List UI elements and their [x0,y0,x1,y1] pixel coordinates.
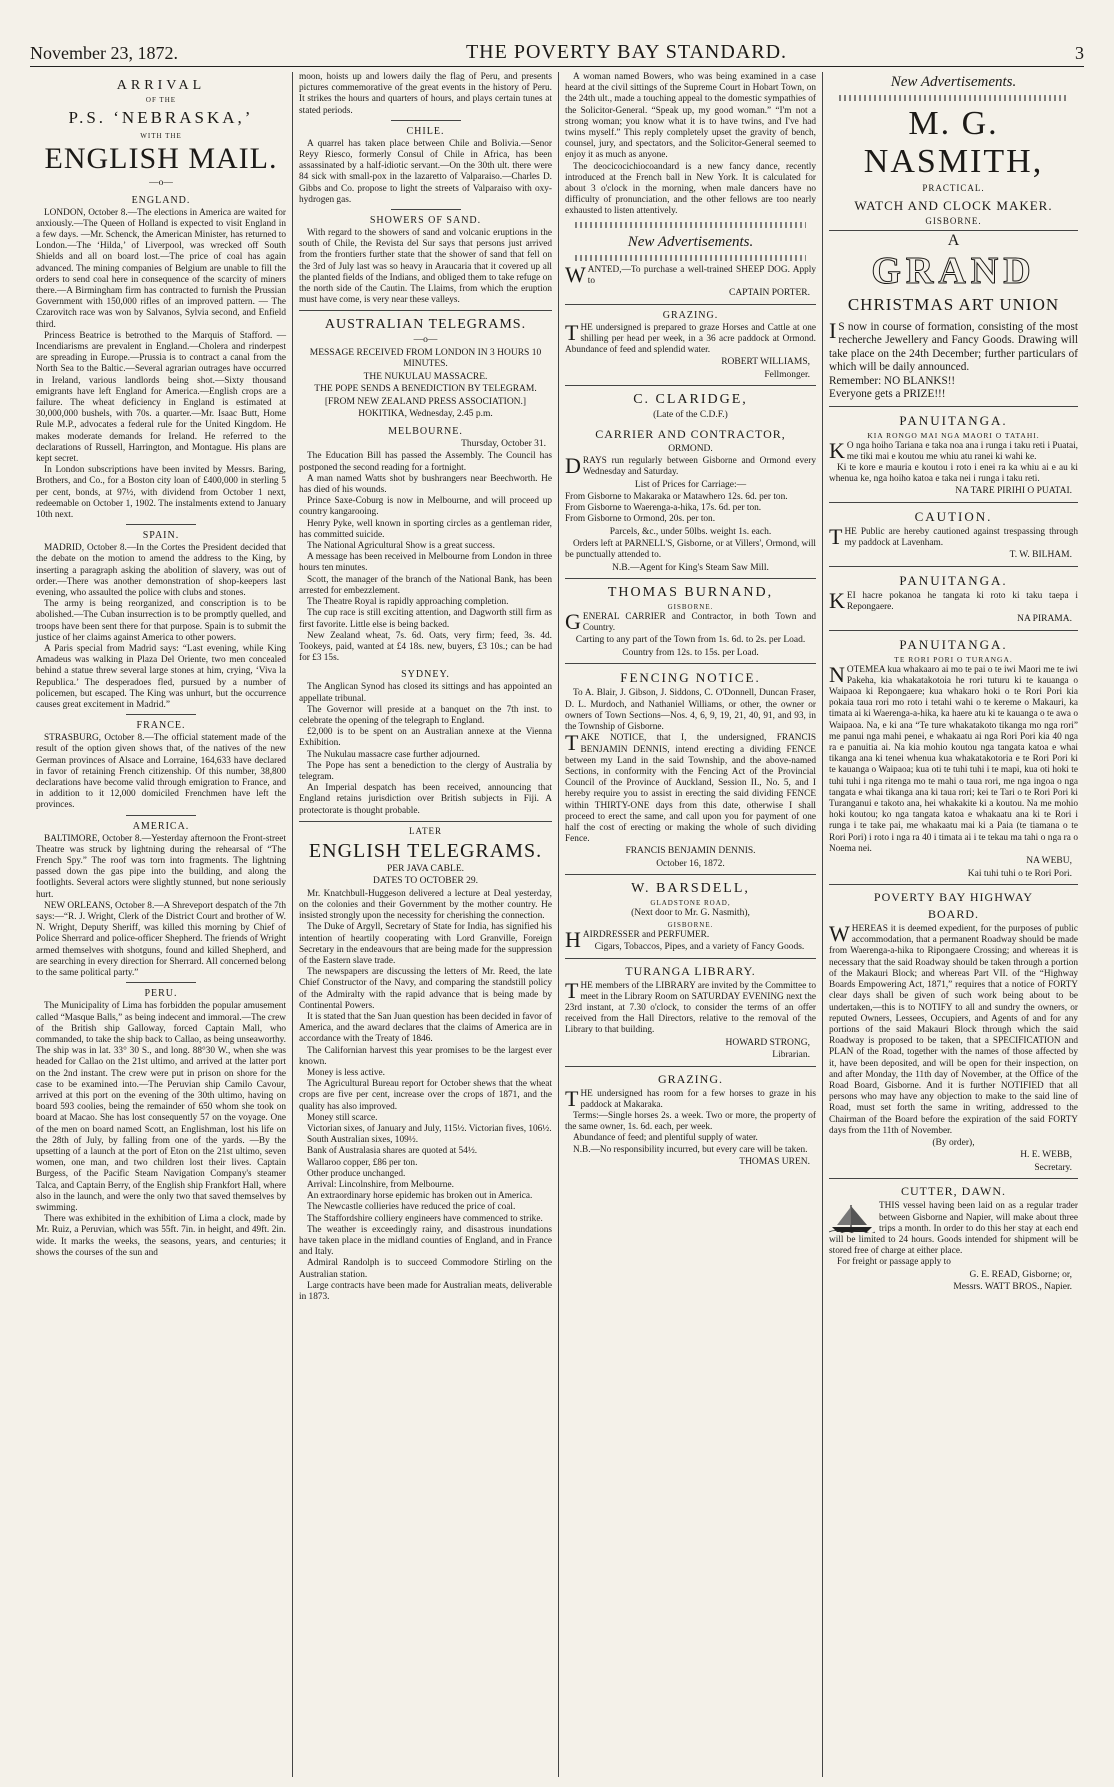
melbourne-item: The National Agricultural Show is a great success. [307,541,495,552]
ship-icon [829,1203,875,1233]
cutter-signature: G. E. READ, Gisborne; or, [969,1269,1072,1280]
column-1 [30,72,292,1777]
caution-text: THE Public are hereby cautioned against trespassing through my paddock at Lavenham. [829,523,1078,549]
divider [829,630,1078,631]
claridge-trade: CARRIER AND CONTRACTOR, [595,426,786,441]
divider [126,524,196,525]
claridge-price: From Gisborne to Ormond, 20s. per ton. [565,514,716,525]
melbourne-heading: MELBOURNE. [388,425,463,437]
england-paragraph: Princess Beatrice is betrothed to the Marquis of Stafford. — Incendiarisms are prevalent in England.—Cholera and rinderpest are spreading in Europe.—Prussia is to contract a canal from the North Sea to the Baltic.—Several agrarian outrages have occurred in Ireland, various landlords being shot.—Sixty thousand emigrants have left England for America.—English crops are a failure. The wheat deficiency in England is estimated at 30,000,000 bushels, with 70s. a quarter.—Mr. Isaac Butt, Home Rule M.P., advocates a federal rule for the United Kingdom. He makes moderate demands for Ireland. He referred to the declarations of Russell, Harrington, and Montague. His plans are kept secret. [36,330,286,464]
dateline: HOKITIKA, Wednesday, 2.45 p.m. [358,409,493,420]
sand-paragraph: With regard to the showers of sand and volcanic eruptions in the south of Chile, the Revista del Sur says that persons just arrived from the frontiers further state that the shower of sand that fell on the 3rd of July last was so heavy in Araucaria that it covered up all the planted fields of the Indians, and obliged them to take refuge on the north side of the Cautin. The Llaims, from which the eruption must have come, is very near these valleys. [299,228,552,306]
spain-paragraph: A Paris special from Madrid says: “Last evening, while King Amadeus was walking in Plaza Del Oriente, two men concealed behind a statue threw several large stones at him, crying, ‘Viva la Republica.’ The desperadoes fled, pursued by a number of policemen, but escaped. The King was unhurt, but the occurrence causes great excitement in Madrid.” [36,644,286,711]
melbourne-item: A man named Watts shot by bushrangers near Beechworth. He has died of his wounds. [299,473,552,496]
library-signature: HOWARD STRONG, [725,1037,810,1048]
columns [30,72,1084,1777]
grazing-heading-2: GRAZING. [658,1071,723,1086]
claridge-price: From Gisborne to Waerenga-a-hika, 17s. 6d. per ton. [565,503,762,514]
melbourne-item: Prince Saxe-Coburg is now in Melbourne, and will proceed up country kangarooing. [299,496,552,518]
divider [126,982,196,983]
divider [126,714,196,715]
english-item: It is stated that the San Juan question has been decided in favor of America, and the award declares that the claims of America are in accordance with the Treaty of 1846. [299,1011,553,1045]
burnand-text: GENERAL CARRIER and Contractor, in both Town and Country. [565,609,816,635]
melbourne-item: The cup race is still exciting attention, and Dagworth still firm as first favorite. Little else is being backed. [299,608,552,630]
claridge-place: ORMOND. [668,443,713,454]
art-union-heading: CHRISTMAS ART UNION [847,294,1060,314]
panuitanga-heading-2: PANUITANGA. [899,572,1008,588]
column-4 [822,72,1084,1777]
panuitanga-text-1b: Ki te kore e mauria e koutou i roto i enei ra ka whiu ai e au ki whenua ke, nga hoiho katoa e taka nei i runga i taku reti. [829,462,1078,485]
press-source: [FROM NEW ZEALAND PRESS ASSOCIATION.] [324,396,527,407]
america-paragraph: NEW ORLEANS, October 8.—A Shreveport despatch of the 7th says:—“R. J. Wright, Clerk of the District Court and brother of W. N. Wright, Deputy Sheriff, was killed this morning by Chief of Police Sherrard and police-officer Shepherd. The friends of Wright armed themselves with shotguns, found and killed Shepherd, and are searching in every direction for Sherrard. All concerned belong to the same political party.” [36,900,286,979]
ornamental-rule [839,95,1068,101]
english-item: Other produce unchanged. [307,1168,406,1179]
highway-signature: H. E. WEBB, [1020,1150,1072,1161]
divider [565,958,816,959]
claridge-orders: Orders left at PARNELL'S, Gisborne, or at Villers', Ormond, will be punctually attended to. [565,539,816,561]
divider [126,815,196,816]
grazing-feed: Abundance of feed; and plentiful supply of water. [573,1133,758,1144]
peru-paragraph: The Municipality of Lima has forbidden the popular amusement called “Masque Balls,” as being indecent and immoral.—The crew of the British ship Galloway, forced Captain Mall, who commanded, to take the ship back to Callao, as being unseaworthy. The ship was in lat. 33° 30 S., and long. 88°30 W., when she was headed for Callao on the 21st ultimo, and arrived at the latter port on the 2nd instant. The crew were put in prison on shore for the case to be examined into.—The Peruvian ship Camilo Cavour, arrived at this port on the evening of the 30th ultimo, having on board 593 coolies, being the remainder of 650 whom she took on board at Macao. She has lost consequently 57 on the voyage. One of the men on board named Scott, an Englishman, lost his life on the 28th of July, by falling from one of the yards. —By the upsetting of a launch at the port of Eton on the 21st ultimo, seven women, one man, and two children lost their lives. Captain Burgess, of the Pacific Steam Navigation Company's steamer Talca, and Captain Berry, of the English ship Frankfort Hall, where also in the launch, and were the only two that saved themselves by swimming. [36,1001,286,1213]
france-heading: FRANCE. [136,720,186,732]
sydney-heading: SYDNEY. [401,669,450,681]
england-paragraph: In London subscriptions have been invited by Messrs. Baring, Brothers, and Co., for a Boston city loan of £400,000 in sterling 5 per cent, bonds, at 97½, with dividend from October 1 next, redeemable on October 1, 1902. The instalments extend to January 10th next. [36,465,286,520]
english-item: Arrival: Lincolnshire, from Melbourne. [307,1180,454,1191]
english-item: Victorian sixes, of January and July, 115½. Victorian fives, 106½. [307,1124,552,1135]
spain-paragraph: MADRID, October 8.—In the Cortes the President decided that the debate on the motion to amend the address to the King, by inserting a paragraph asking the abolition of slavery, was out of order.—There was another demonstration of shop-keepers last evening, who assaulted the police with clubs and stones. [36,543,286,598]
cutter-signature-2: Messrs. WATT BROS., Napier. [953,1282,1072,1293]
peru-continued: moon, hoists up and lowers daily the flag of Peru, and presents pictures commemorative of the great events in the history of Peru. It strikes the hours and quarters of hours, and plays certain tunes at stated periods. [299,72,552,116]
later-label: LATER [409,825,442,836]
melbourne-date: Thursday, October 31. [461,438,546,449]
claridge-prices-label: List of Prices for Carriage:— [634,479,747,490]
cutter-heading: CUTTER, DAWN. [900,1184,1007,1199]
bowers-paragraph: A woman named Bowers, who was being examined in a case heard at the civil sittings of the Supreme Court in Hobart Town, on the 24th ult., made a touching appeal to the domestic sympathies of the Solicitor-General. “Speak up, my good woman.” “I'm not a strong woman; you know what it is to have twins, and I've had twins myself.” This reply completely upset the gravity of bench, counsel, jury, and spectators, and the Solicitor-General seemed to enjoy it as much as anyone. [565,72,816,161]
sydney-item: £2,000 is to be spent on an Australian annexe at the Vienna Exhibition. [299,727,552,749]
fencing-date: October 16, 1872. [656,858,725,869]
wanted-signature: CAPTAIN PORTER. [728,288,810,299]
america-heading: AMERICA. [132,820,190,832]
aus-subheading: MESSAGE RECEIVED FROM LONDON IN 3 HOURS 10 MINUTES. [309,347,542,370]
watchmaker-label: WATCH AND CLOCK MAKER. [854,198,1053,213]
fencing-addressees: To A. Blair, J. Gibson, J. Siddons, C. O'Donnell, Duncan Fraser, D. L. Murdoch, and Nathaniel Williams, or other, the owner or owners of Town Sections—Nos. 4, 6, 9, 19, 21, 40, 91, and 93, in the Township of Gisborne. [565,688,816,733]
divider [565,1066,816,1067]
practical-label: PRACTICAL. [922,183,985,193]
divider [565,385,816,386]
panuitanga-text-1: KO nga hoiho Tariana e taka noa ana i runga i taku reti i Puatai, me tiki mai e koutou me whiu atu ranei ki wahi ke. [829,437,1078,463]
nasmith-heading: M. G. NASMITH, [863,105,1044,180]
england-paragraph: LONDON, October 8.—The elections in America are waited for anxiously.—The Queen of Holland is expected to visit England in a few days. —Mr. Schenck, the American Minister, has returned to London.—The ‘Hilda,’ of Liverpool, was wrecked off South Shields and all on board lost.—The price of coal has again advanced. The mining companies of Belgium are unable to fill the orders to send coal here in consequence of the scarcity of miners there.—A Birmingham firm has contracted to furnish the Prussian Government with 150,000 rifles of an improved pattern. — The Czarovitch race was won by Salvanos, Sylvia second, and Enfield third. [36,207,286,330]
english-item: The Newcastle collieries have reduced the price of coal. [307,1202,516,1213]
melbourne-item: The Education Bill has passed the Assembly. The Council has postponed the second reading for a fortnight. [299,451,552,473]
divider [391,120,461,121]
column-2 [292,72,558,1777]
divider [299,821,552,822]
ship-name: P.S. ‘NEBRASKA,’ [68,108,254,127]
english-item: The Duke of Argyll, Secretary of State for India, has signified his intention of heartily cooperating with Lord Granville, Foreign Secretary in the endeavours that are being made for the suppression of the Eastern slave trade. [299,922,552,966]
column-3 [558,72,822,1777]
claridge-price: From Gisborne to Makaraka or Matawhero 12s. 6d. per ton. [565,492,788,503]
divider [829,884,1078,885]
claridge-note: N.B.—Agent for King's Steam Saw Mill. [612,562,769,573]
divider [565,578,816,579]
panuitanga-signature-1: NA TARE PIRIHI O PUATAI. [955,486,1072,497]
australian-telegrams-heading: AUSTRALIAN TELEGRAMS. [324,317,527,333]
issue-date: November 23, 1872. [30,43,178,63]
english-item: Wallaroo copper, £86 per ton. [307,1157,418,1168]
sydney-item: The Anglican Synod has closed its sittings and has appointed an appellate tribunal. [299,682,552,704]
english-item: Mr. Knatchbull-Huggeson delivered a lecture at Deal yesterday, on the colonies and their Government by the mother country. He insisted strongly upon the necessity for cherishing the connection. [299,888,552,922]
separator: —o— [413,335,438,346]
divider [829,502,1078,503]
library-heading: TURANGA LIBRARY. [625,963,756,978]
grazing-ad-2: THE undersigned has room for a few horses to graze in his paddock at Makaraka. [565,1085,816,1111]
panuitanga-signature-3: NA WEBU, [1026,856,1072,867]
highway-heading: POVERTY BAY HIGHWAY [873,890,1034,905]
burnand-heading: THOMAS BURNAND, [607,585,774,601]
divider [829,406,1078,407]
england-heading: ENGLAND. [131,194,191,206]
english-mail-heading: ENGLISH MAIL. [44,142,278,175]
highway-heading-2: BOARD. [927,907,979,922]
with-the: WITH THE [140,132,182,140]
english-item: Money is less active. [307,1068,385,1078]
highway-text: WHEREAS it is deemed expedient, for the purposes of public accommodation, that a permanent Roadway should be made from Waerenga-a-hika to Ripongaere Crossing; and whereas it is necessary that the said Roadway should be taken through a portion of the Makauri Block; and whereas Part VII. of the “Highway Boards Empowering Act, 1871,” requires that a notice of FORTY clear days shall be given of such work being about to be undertaken,—this is to NOTIFY to all and sundry the owners, or reputed Owners, Lessees, Occupiers, and Agents of and for any portions of the said Makauri Block through which the said Roadway is proposed to be taken, that a SPECIFICATION and PLAN of the Road, together with the names of those affected by it, have been deposited, and will be open for their inspection, on and after Monday, the 11th day of November, at the Office of the Road Board, Gisborne. And it is further NOTIFIED that all persons who may have any objection to make to the said line of Road, must set forth the same in writing, addressed to the Chairman of the Board before the expiration of the said FORTY days from the 11th of November. [829,921,1078,1136]
aus-subheading: THE NUKULAU MASSACRE. [363,371,488,382]
barsdell-town: GISBORNE. [667,920,714,929]
fencing-text: TAKE NOTICE, that I, the undersigned, FRANCIS BENJAMIN DENNIS, intend erecting a dividing FENCE between my Land in the said Township, and the above-named Sections, in conformity with the Fencing Act of the Provincial Council of the Province of Auckland, Session II., No. 5, and I hereby require you to assist in erecting the said dividing FENCE within THIRTY-ONE days from this date, otherwise I shall proceed to erect the same, and call upon you for payment of one half the cost of erecting or making the whole of such dividing Fence. [565,730,816,845]
arrival-heading: ARRIVAL [116,78,206,93]
burnand-carting: Carting to any part of the Town from 1s. 6d. to 2s. per Load. [575,635,806,646]
claridge-parcels: Parcels, &c., under 50lbs. weight 1s. each. [609,526,772,537]
grazing-terms: Terms:—Single horses 2s. a week. Two or more, the property of the same owner, 1s. 6d. each, per week. [565,1110,816,1133]
divider [829,1178,1078,1179]
barsdell-next-door: (Next door to Mr. G. Nasmith), [631,908,750,919]
spain-paragraph: The army is being reorganized, and conscription is to be abolished.—The Cuban insurrection is to be promptly quelled, and troops have been sent there for that purpose. Spain is to submit the justice of her claims against America to other powers. [36,599,286,643]
chile-paragraph: A quarrel has taken place between Chile and Bolivia.—Senor Reyy Riesco, formerly Consul of Chile in Africa, has been assassinated by a half-idiotic servant.—On the 30th ult. there were 84 sick with small-pox in the lazaretto of Valparaiso.—Charles D. Gibbs and Co. propose to light the streets of Valparaiso with oxy-hydrogen gas. [299,138,552,205]
highway-by-order: (By order), [932,1137,975,1148]
peru-heading: PERU. [144,988,178,1000]
melbourne-item: Henry Pyke, well known in sporting circles as a gentleman rider, has committed suicide. [299,518,552,540]
divider [565,663,816,664]
melbourne-item: The Theatre Royal is rapidly approaching completion. [307,597,509,608]
english-item: Large contracts have been made for Australian meats, deliverable in 1873. [299,1280,552,1303]
divider [829,566,1078,567]
caution-signature: T. W. BILHAM. [1009,550,1072,561]
panuitanga-heading-3: PANUITANGA. [899,636,1008,652]
highway-role: Secretary. [1034,1162,1072,1173]
sydney-item: An Imperial despatch has been received, announcing that England retains jurisdiction over British subjects in Fiji. A protectorate is thought probable. [299,783,552,816]
grand-heading: GRAND [871,249,1036,292]
peru-paragraph: There was exhibited in the exhibition of Lima a clock, made by Mr. Ruiz, a Peruvian, which was 55ft. 7in. in height, and 49ft. 2in. wide. It marks the weeks, the seasons, years, and centuries; it shows the courses of the sun and [36,1214,286,1258]
claridge-text: DRAYS run regularly between Gisborne and Ormond every Wednesday and Saturday. [565,453,816,479]
english-telegrams-heading: ENGLISH TELEGRAMS. [308,839,543,862]
fencing-heading: FENCING NOTICE. [620,670,761,686]
divider [299,310,552,311]
divider [829,230,1078,231]
english-item: The weather is exceedingly rainy, and disastrous inundations have taken place in the midland counties of England, and in France and Italy. [299,1224,552,1258]
grazing-trade: Fellmonger. [764,369,810,380]
english-item: An extraordinary horse epidemic has broken out in America. [307,1191,533,1202]
divider [565,304,816,305]
gisborne-label: GISBORNE. [925,216,982,226]
english-item: The Agricultural Bureau report for October shews that the wheat crops are five per cent, increase over the crops of 1871, and the quality has also improved. [299,1079,552,1112]
new-advertisements-heading: New Advertisements. [890,74,1017,90]
america-paragraph: BALTIMORE, October 8.—Yesterday afternoon the Front-street Theatre was struck by lightning during the rehearsal of “The French Spy.” The roof was torn into fragments. The lightning passed down the gas pipe into the building, and along the footlights. Several actors were slightly stunned, but none seriously hurt. [36,833,286,900]
divider [565,874,816,875]
panuitanga-heading-1: PANUITANGA. [899,412,1008,428]
sydney-item: The Nukulau massacre case further adjourned. [307,749,480,760]
panuitanga-sub-1: KIA RONGO MAI NGA MAORI O TATAHI. [867,430,1040,440]
aus-subheading: THE POPE SENDS A BENEDICTION BY TELEGRAM. [314,384,537,395]
claridge-heading: C. CLARIDGE, [633,392,748,408]
barsdell-address: GLADSTONE ROAD, [650,899,731,908]
france-paragraph: STRASBURG, October 8.—The official statement made of the result of the option given shows that, of the natives of the new German provinces of Alsace and Lorraine, 164,633 have declared in favor of retaining French citizenship. Of this number, 38,800 declarations have become valid through emigration to France, and in addition to it 12,000 domiciled Frenchmen have left the provinces. [36,733,286,811]
a-label: A [947,232,960,249]
chile-heading: CHILE. [406,125,445,137]
english-item: Money still scarce. [307,1112,378,1123]
new-advertisements-heading: New Advertisements. [627,233,754,250]
grazing-heading: GRAZING. [662,309,719,321]
sydney-item: The Governor will preside at a banquet on the 7th inst. to celebrate the opening of the telegraph to England. [299,704,552,726]
caution-heading: CAUTION. [914,508,993,524]
english-item: The Staffordshire colliery engineers have commenced to strike. [307,1213,543,1224]
wanted-ad: WANTED,—To purchase a well-trained SHEEP DOG. Apply to [565,261,816,287]
dates-line: DATES TO OCTOBER 29. [372,876,479,887]
english-item: The newspapers are discussing the letters of Mr. Reed, the late Chief Constructor of the Navy, and comparing the standstill policy of the Admiralty with the rapid advance that is being made by Continental Powers. [299,967,552,1011]
burnand-country: Country from 12s. to 15s. per Load. [622,647,759,658]
newspaper-title: THE POVERTY BAY STANDARD. [465,41,788,63]
panuitanga-text-3: NOTEMEA kua whakaaro ai mo te pai o te iwi Maori me te iwi Pakeha, kia whakatakotoia he rori tuturu ki te kauanga o Waipaoa ki Repongaere; kua whakaro hoki o te Rori Pori kia pokaia taua rori mo roto i tetahi wahi o te kereme o Makauri, ka timata ai ki Waerenga-a-hika, ka haere atu ki te kauanga o te awa o Waipaoa. Na, e ki ana “Te ture whakatakoto tikanga mo nga rori” me panui nga mahi penei, e whakaatu ai nga Rori Pori kia 40 nga ra e panuitia ai. Na kia mohio koutou nga tangata katoa e whai tikanga ana ki tenei whenua kua whakatakotoria e te Rori Pori ki te kauanga o Waipaoa; kua oti te tuhi tuhi i te mapi, kua oti hoki te tuhi tuhi i nga ritenga mo te mahi o taua rori, me nga ingoa o nga tangata e whai tikanga ana ki taua rori; kei te Tari o te Rori Pori ki Turanganui e takoto ana, hei whakakite ki a koutou. Na me mohio hoki koutou; ko nga tangata katoa e whakaatu ana ki te Rori i runga i te take pai, me whakaatu mai ki a Paia (te tiamana o te Rori Pori) i roto i nga ra 40 i timata ai i te tekau ma tahi o nga ra o Noema nei. [829,661,1078,854]
grazing-signature: ROBERT WILLIAMS, [721,357,810,368]
english-item: The Californian harvest this year promises to be the largest ever known. [299,1045,552,1067]
sand-heading: SHOWERS OF SAND. [369,215,482,227]
dance-paragraph: The deocicocichiocoandard is a new fancy dance, recently introduced at the French ball in New York. It is calculated for about 3 o'clock in the morning, when male dancers have no difficulty of pronunciation, and the other fellows are too nearly exhausted to listen attentively. [565,161,816,217]
art-union-text: IS now in course of formation, consisting of the most recherche Jewellery and Fancy Goods. Drawing will take place on the 24th December; further particulars of which will be daily announced. [829,317,1078,373]
melbourne-item: Scott, the manager of the branch of the National Bank, has been arrested for embezzlement. [299,574,552,596]
grazing-ad: THE undersigned is prepared to graze Horses and Cattle at one shilling per head per week, in a 36 acre paddock at Ormond. Abundance of feed and splendid water. [565,319,816,355]
claridge-sub: (Late of the C.D.F.) [653,410,728,421]
divider [391,209,461,210]
english-item: Bank of Australasia shares are quoted at 54½. [307,1146,478,1157]
art-union-remember: Remember: NO BLANKS!! [829,374,956,387]
of-the: OF THE [145,96,177,104]
panuitanga-sub-3: TE RORI PORI O TURANGA. [894,654,1013,664]
panuitanga-text-2: KEI hacre pokanoa he tangata ki roto ki taku taepa i Repongaere. [829,587,1078,613]
ornamental-rule [575,255,806,261]
panuitanga-signature-2: NA PIRAMA. [1017,614,1072,625]
english-item: Admiral Randolph is to succeed Commodore Stirling on the Australian station. [299,1258,552,1280]
separator: —o— [149,178,173,188]
burnand-place: GISBORNE. [667,603,714,612]
sydney-item: The Pope has sent a benediction to the clergy of Australia by telegram. [299,760,552,782]
melbourne-item: New Zealand wheat, 7s. 6d. Oats, very firm; feed, 3s. 4d. Tookeys, paid, wanted at £4 18s. new, buyers, £3 10s.; can be had for £3 15s. [299,630,552,664]
english-item: South Australian sixes, 109½. [307,1135,419,1146]
barsdell-heading: W. BARSDELL, [631,881,750,897]
cable-subheading: PER JAVA CABLE. [387,863,464,874]
art-union-prize: Everyone gets a PRIZE!!! [829,388,946,400]
spain-heading: SPAIN. [142,530,180,542]
ornamental-rule [575,222,806,228]
library-role: Librarian. [772,1050,810,1061]
library-text: THE members of the LIBRARY are invited by the Committee to meet in the Library Room on SATURDAY EVENING next the 23rd instant, at 7.30 o'clock, to consider the terms of an offer received from the Hall Directors, relative to the removal of the Library to that building. [565,977,816,1036]
grazing-note: N.B.—No responsibility incurred, but every care will be taken. [573,1144,808,1155]
melbourne-item: A message has been received in Melbourne from London in three hours ten minutes. [299,552,552,574]
fencing-signature: FRANCIS BENJAMIN DENNIS. [625,846,756,857]
barsdell-goods: Cigars, Tobaccos, Pipes, and a variety of Fancy Goods. [594,942,805,953]
cutter-text: THIS vessel having been laid on as a regular trader between Gisborne and Napier, will make about three trips a month. In order to do this her stay at each end will be limited to 24 hours. Goods intended for shipment will be stored free of charge at either place. [829,1201,1078,1257]
grazing-signature-2: THOMAS UREN. [739,1156,810,1167]
panuitanga-signature-3b: Kai tuhi tuhi o te Rori Pori. [967,868,1072,879]
page-number: 3 [1075,43,1084,63]
cutter-apply: For freight or passage apply to [837,1257,951,1268]
masthead [30,40,1084,67]
barsdell-trade: HAIRDRESSER and PERFUMER. [565,926,710,952]
